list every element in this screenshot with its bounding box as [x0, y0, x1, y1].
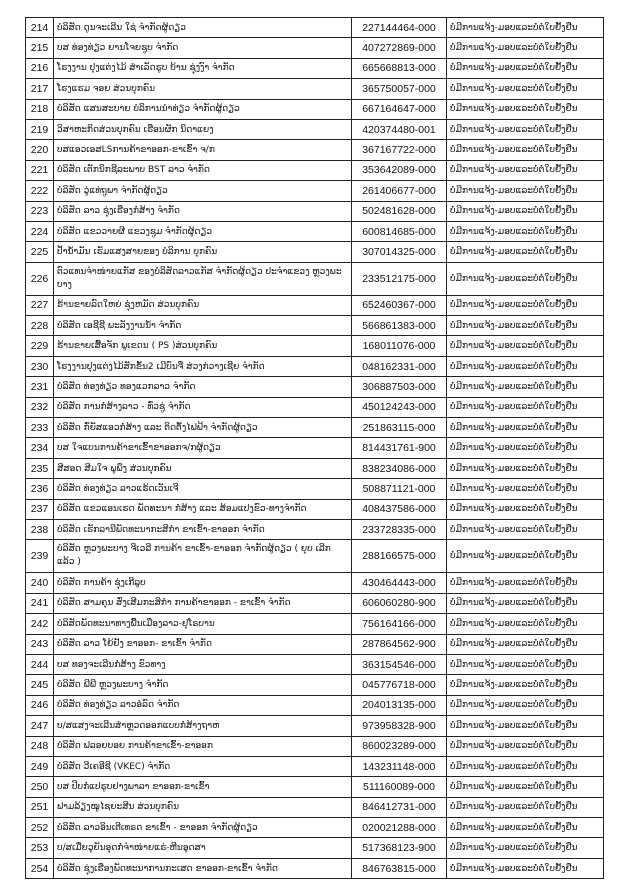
registration-status: ບໍ່ມີການແຈ້ງ-ມອບແລະບໍ່ຕໍ່ໃບຢັ້ງຢືນ — [447, 438, 604, 458]
table-row — [26, 181, 604, 201]
table-row — [26, 675, 604, 695]
company-name: ປໍ້ານໍ້າມັນ ເຮັມແສງສາຍຂອງ ບໍລິການ ບຸກຄົນ — [54, 242, 352, 262]
table-row — [26, 397, 604, 417]
tax-id: 251863115-000 — [352, 418, 447, 438]
company-name: ບໍລິສັດ ການກໍ່ສ້າງລາວ - ທົ່ວຊູ່ ຈຳກັດ — [54, 397, 352, 417]
registration-status: ບໍ່ມີການແຈ້ງ-ມອບແລະບໍ່ຕໍ່ໃບຢັ້ງຢືນ — [447, 614, 604, 634]
registration-status: ບໍ່ມີການແຈ້ງ-ມອບແລະບໍ່ຕໍ່ໃບຢັ້ງຢືນ — [447, 573, 604, 593]
tax-id: 408437586-000 — [352, 499, 447, 519]
tax-id: 045776718-000 — [352, 675, 447, 695]
row-number: 243 — [26, 634, 54, 654]
tax-id: 287864562-900 — [352, 634, 447, 654]
table-row — [26, 756, 604, 776]
tax-id: 517368123-900 — [352, 838, 447, 858]
row-number: 254 — [26, 858, 54, 878]
table-row — [26, 716, 604, 736]
row-number: 251 — [26, 797, 54, 817]
row-number: 235 — [26, 458, 54, 478]
registration-status: ບໍ່ມີການແຈ້ງ-ມອບແລະບໍ່ຕໍ່ໃບຢັ້ງຢືນ — [447, 160, 604, 180]
row-number: 244 — [26, 654, 54, 674]
company-name: ບໍລິສັດ ທ່ອງທ່ຽວ ລາວອໍລົດ ຈຳກັດ — [54, 695, 352, 715]
table-row — [26, 438, 604, 458]
company-name: ບ/ສແສງຈະເລີນສຳຫຼວດອອກແບບກໍ່ສ້າງຖາຫ — [54, 716, 352, 736]
registration-status: ບໍ່ມີການແຈ້ງ-ມອບແລະບໍ່ຕໍ່ໃບຢັ້ງຢືນ — [447, 316, 604, 336]
row-number: 238 — [26, 519, 54, 539]
row-number: 229 — [26, 336, 54, 356]
row-number: 250 — [26, 777, 54, 797]
registration-status: ບໍ່ມີການແຈ້ງ-ມອບແລະບໍ່ຕໍ່ໃບຢັ້ງຢືນ — [447, 99, 604, 119]
tax-id: 665668813-000 — [352, 58, 447, 78]
company-name: ບໍລິສັດ ລາວ ຊຸ່ງເຮືອງກໍ່ສ້າງ ຈຳກັດ — [54, 201, 352, 221]
tax-id: 168011076-000 — [352, 336, 447, 356]
table-row — [26, 838, 604, 858]
registration-status: ບໍ່ມີການແຈ້ງ-ມອບແລະບໍ່ຕໍ່ໃບຢັ້ງຢືນ — [447, 38, 604, 58]
registration-status: ບໍ່ມີການແຈ້ງ-ມອບແລະບໍ່ຕໍ່ໃບຢັ້ງຢືນ — [447, 58, 604, 78]
row-number: 214 — [26, 18, 54, 38]
company-name: ບໍລິສັດ ເຕັກນິກຊີລະພາບ BST ລາວ ຈຳກັດ — [54, 160, 352, 180]
tax-id: 143231148-000 — [352, 756, 447, 776]
row-number: 242 — [26, 614, 54, 634]
tax-id: 450124243-000 — [352, 397, 447, 417]
row-number: 215 — [26, 38, 54, 58]
registration-status: ບໍ່ມີການແຈ້ງ-ມອບແລະບໍ່ຕໍ່ໃບຢັ້ງຢືນ — [447, 736, 604, 756]
tax-id: 233728335-000 — [352, 519, 447, 539]
tax-id: 204013135-000 — [352, 695, 447, 715]
company-name: ບໍລິສັດ ກົ່ຍັສແອວກໍ່ສ້າງ ແລະ ຕິດຕັ້ງໄຟຟ້າ ຈຳກັດຜູ້ດຽວ — [54, 418, 352, 438]
registration-status: ບໍ່ມີການແຈ້ງ-ມອບແລະບໍ່ຕໍ່ໃບຢັ້ງຢືນ — [447, 499, 604, 519]
company-name: ໂຮງແຮມ ຈອຍ ສ່ວນບຸກຄົນ — [54, 79, 352, 99]
row-number: 252 — [26, 818, 54, 838]
tax-id: 365750057-000 — [352, 79, 447, 99]
company-name: ຕົວແທນຈຳໜ່າຍແກັສ ຂອງບໍລິສັດລາວແກັສ ຈຳກັດຜູ້ດຽວ ປະຈຳແຂວງ ຫຼວງພະບາງ — [54, 262, 352, 295]
table-row — [26, 316, 604, 336]
company-name: ສີສອດ ສີມໃຈ ພູພຶງ ສ່ວນບຸກຄົນ — [54, 458, 352, 478]
table-row — [26, 242, 604, 262]
registration-status: ບໍ່ມີການແຈ້ງ-ມອບແລະບໍ່ຕໍ່ໃບຢັ້ງຢືນ — [447, 654, 604, 674]
table-row — [26, 201, 604, 221]
row-number: 224 — [26, 221, 54, 241]
table-row — [26, 818, 604, 838]
table-row — [26, 736, 604, 756]
row-number: 249 — [26, 756, 54, 776]
registration-status: ບໍ່ມີການແຈ້ງ-ມອບແລະບໍ່ຕໍ່ໃບຢັ້ງຢືນ — [447, 858, 604, 878]
tax-id: 367167722-000 — [352, 140, 447, 160]
table-row — [26, 654, 604, 674]
row-number: 237 — [26, 499, 54, 519]
row-number: 216 — [26, 58, 54, 78]
table-row — [26, 695, 604, 715]
company-name: ບໍລິສັດ ເຮັກລານີພັດທະນາກະສິກຳ ຂາເຂົ້າ-ຂາອອກ ຈຳກັດ — [54, 519, 352, 539]
registration-status: ບໍ່ມີການແຈ້ງ-ມອບແລະບໍ່ຕໍ່ໃບຢັ້ງຢືນ — [447, 818, 604, 838]
table-row — [26, 540, 604, 573]
registration-status: ບໍ່ມີການແຈ້ງ-ມອບແລະບໍ່ຕໍ່ໃບຢັ້ງຢືນ — [447, 777, 604, 797]
row-number: 234 — [26, 438, 54, 458]
table-row — [26, 614, 604, 634]
registration-status: ບໍ່ມີການແຈ້ງ-ມອບແລະບໍ່ຕໍ່ໃບຢັ້ງຢືນ — [447, 756, 604, 776]
row-number: 228 — [26, 316, 54, 336]
company-name: ບໍລິສັດ ດູນຈະເລີນ ໃຊ່ ຈຳກັດຜູ້ດຽວ — [54, 18, 352, 38]
row-number: 232 — [26, 397, 54, 417]
table-row — [26, 777, 604, 797]
registration-status: ບໍ່ມີການແຈ້ງ-ມອບແລະບໍ່ຕໍ່ໃບຢັ້ງຢືນ — [447, 519, 604, 539]
tax-id: 511160089-000 — [352, 777, 447, 797]
row-number: 246 — [26, 695, 54, 715]
tax-id: 566861383-000 — [352, 316, 447, 336]
table-row — [26, 593, 604, 613]
table-row — [26, 160, 604, 180]
company-name: ບໍລິສັດ ແສນສະບາຍ ບໍລິການນຳທ່ຽວ ຈຳກັດຜູ້ດຽວ — [54, 99, 352, 119]
tax-id: 508871121-000 — [352, 479, 447, 499]
row-number: 226 — [26, 262, 54, 295]
row-number: 230 — [26, 356, 54, 376]
registration-status: ບໍ່ມີການແຈ້ງ-ມອບແລະບໍ່ຕໍ່ໃບຢັ້ງຢືນ — [447, 140, 604, 160]
row-number: 245 — [26, 675, 54, 695]
company-name: ບໍລິສັດ ສາມຄຸນ ສົ່ງເສີມກະສິກຳ ການຄ້າຂາອອກ - ຂາເຂົ້າ ຈຳກັດ — [54, 593, 352, 613]
company-name: ບໍລິສັດ ເອຊີຊີ ພະລັງງານນໍ້າ ຈຳກັດ — [54, 316, 352, 336]
row-number: 220 — [26, 140, 54, 160]
table-row — [26, 519, 604, 539]
row-number: 239 — [26, 540, 54, 573]
tax-id: 227144464-000 — [352, 18, 447, 38]
company-name: ບໍລິສັດ ຊຸ່ງເຮືອງພັດທະນາການກະເສດ ຂາອອກ-ຂາເຂົ້າ ຈຳກັດ — [54, 858, 352, 878]
tax-id: 667164647-000 — [352, 99, 447, 119]
row-number: 236 — [26, 479, 54, 499]
registration-status: ບໍ່ມີການແຈ້ງ-ມອບແລະບໍ່ຕໍ່ໃບຢັ້ງຢືນ — [447, 295, 604, 315]
company-name: ບໍລິສັດ ວູ່ແທ່ຖູພາ ຈຳກັດຜູ້ດຽວ — [54, 181, 352, 201]
company-name: ບໍລິສັດ ພີພີ ຫຼວງພະບາງ ຈຳກັດ — [54, 675, 352, 695]
tax-id: 430464443-000 — [352, 573, 447, 593]
table-row — [26, 797, 604, 817]
table-row — [26, 499, 604, 519]
company-name: ບສ ທອງຈະເລີນກໍ່ສ້າງ ຂົວທາງ — [54, 654, 352, 674]
company-name: ບໍລິສັດ ແຂວວາຍຜີ ແຂວງຊູມ ຈຳກັດຜູ້ດຽວ — [54, 221, 352, 241]
company-name: ຮ້ານຂາຍລົດໃຫຍ່ ຊຸ່ງຫມັດ ສ່ວນບຸກຄົນ — [54, 295, 352, 315]
row-number: 253 — [26, 838, 54, 858]
tax-id: 048162331-000 — [352, 356, 447, 376]
table-row — [26, 18, 604, 38]
table-row — [26, 58, 604, 78]
row-number: 225 — [26, 242, 54, 262]
table-row — [26, 573, 604, 593]
registration-status: ບໍ່ມີການແຈ້ງ-ມອບແລະບໍ່ຕໍ່ໃບຢັ້ງຢືນ — [447, 479, 604, 499]
row-number: 221 — [26, 160, 54, 180]
tax-id: 420374480-001 — [352, 119, 447, 139]
company-name: ບໍລິສັດ ການຄ້າ ຊຸ່ງເກີລູບ — [54, 573, 352, 593]
tax-id: 020021288-000 — [352, 818, 447, 838]
table-row — [26, 336, 604, 356]
tax-id: 353642089-000 — [352, 160, 447, 180]
table-row — [26, 295, 604, 315]
registration-status: ບໍ່ມີການແຈ້ງ-ມອບແລະບໍ່ຕໍ່ໃບຢັ້ງຢືນ — [447, 181, 604, 201]
tax-id: 306887503-000 — [352, 377, 447, 397]
registration-status: ບໍ່ມີການແຈ້ງ-ມອບແລະບໍ່ຕໍ່ໃບຢັ້ງຢືນ — [447, 18, 604, 38]
company-name: ໂຮງງານປຸງແຕ່ງໄມ້ສັກຂັ້ນ2 ເມີບົນຈື ສ່ວງກ່ວາງເຊີຍ ຈຳກັດ — [54, 356, 352, 376]
registration-status: ບໍ່ມີການແຈ້ງ-ມອບແລະບໍ່ຕໍ່ໃບຢັ້ງຢືນ — [447, 540, 604, 573]
registration-status: ບໍ່ມີການແຈ້ງ-ມອບແລະບໍ່ຕໍ່ໃບຢັ້ງຢືນ — [447, 262, 604, 295]
tax-id: 860023289-000 — [352, 736, 447, 756]
company-name: ບສແອວເອສLSການຄ້າຂາອອກ-ຂາເຂົ້າ ຈ/ກ — [54, 140, 352, 160]
registration-status: ບໍ່ມີການແຈ້ງ-ມອບແລະບໍ່ຕໍ່ໃບຢັ້ງຢືນ — [447, 838, 604, 858]
registration-status: ບໍ່ມີການແຈ້ງ-ມອບແລະບໍ່ຕໍ່ໃບຢັ້ງຢືນ — [447, 418, 604, 438]
row-number: 241 — [26, 593, 54, 613]
tax-id: 652460367-000 — [352, 295, 447, 315]
table-row — [26, 221, 604, 241]
registration-status: ບໍ່ມີການແຈ້ງ-ມອບແລະບໍ່ຕໍ່ໃບຢັ້ງຢືນ — [447, 695, 604, 715]
company-name: ຟາມລ້ຽງໝູໄຊຍະສີນ ສ່ວນບຸກຄົນ — [54, 797, 352, 817]
table-row — [26, 140, 604, 160]
tax-id: 838234086-000 — [352, 458, 447, 478]
table-row — [26, 858, 604, 878]
registration-status: ບໍ່ມີການແຈ້ງ-ມອບແລະບໍ່ຕໍ່ໃບຢັ້ງຢືນ — [447, 397, 604, 417]
table-row — [26, 38, 604, 58]
tax-id: 846763815-000 — [352, 858, 447, 878]
tax-id: 407272869-000 — [352, 38, 447, 58]
table-row — [26, 79, 604, 99]
company-name: ບສ ໃຈແບນການຄ້າຂາເຂົ້າຂາອອກຈ/ກຜູ້ດຽວ — [54, 438, 352, 458]
company-name: ບສ ປິບກໍ່ແປຮູບຢາງພາລາ ຂາອອກ-ຂາເຂົ້າ — [54, 777, 352, 797]
row-number: 247 — [26, 716, 54, 736]
row-number: 233 — [26, 418, 54, 438]
registration-status: ບໍ່ມີການແຈ້ງ-ມອບແລະບໍ່ຕໍ່ໃບຢັ້ງຢືນ — [447, 593, 604, 613]
registration-status: ບໍ່ມີການແຈ້ງ-ມອບແລະບໍ່ຕໍ່ໃບຢັ້ງຢືນ — [447, 377, 604, 397]
row-number: 223 — [26, 201, 54, 221]
tax-id: 502481628-000 — [352, 201, 447, 221]
row-number: 240 — [26, 573, 54, 593]
tax-id: 363154546-000 — [352, 654, 447, 674]
tax-id: 606060280-900 — [352, 593, 447, 613]
table-row — [26, 458, 604, 478]
tax-id: 973958328-900 — [352, 716, 447, 736]
tax-id: 600814685-000 — [352, 221, 447, 241]
row-number: 219 — [26, 119, 54, 139]
tax-id: 814431761-900 — [352, 438, 447, 458]
company-name: ບສ ທ່ອງທ່ຽວ ຍານໂຈຍຊູບ ຈຳກັດ — [54, 38, 352, 58]
registration-status: ບໍ່ມີການແຈ້ງ-ມອບແລະບໍ່ຕໍ່ໃບຢັ້ງຢືນ — [447, 797, 604, 817]
row-number: 218 — [26, 99, 54, 119]
registration-status: ບໍ່ມີການແຈ້ງ-ມອບແລະບໍ່ຕໍ່ໃບຢັ້ງຢືນ — [447, 675, 604, 695]
row-number: 231 — [26, 377, 54, 397]
row-number: 217 — [26, 79, 54, 99]
table-row — [26, 479, 604, 499]
company-name: ບໍລິສັດ ທ່ອງທ່ຽວ ທອງແວກລາວ ຈຳກັດ — [54, 377, 352, 397]
table-row — [26, 418, 604, 438]
company-name: ໂຮງງານ ປຸງແຕ່ງໄມ້ ສຳເລັດຮູບ ບ້ານ ຊຸ່ງງົາ ຈຳກັດ — [54, 58, 352, 78]
tax-id: 307014325-000 — [352, 242, 447, 262]
tax-id: 261406677-000 — [352, 181, 447, 201]
registration-status: ບໍ່ມີການແຈ້ງ-ມອບແລະບໍ່ຕໍ່ໃບຢັ້ງຢືນ — [447, 356, 604, 376]
company-name: ບ/ສເມື່ຍວູຍັນອຸດກໍ່ຈຳໜ່າຍແຮ່-ຫີນອູດສາ — [54, 838, 352, 858]
tax-id: 756164166-000 — [352, 614, 447, 634]
company-name: ບໍລິສັດ ແຂວແອນເຮດ ພັດທະນາ ກໍ່ສ້າງ ແລະ ສ້ອມແປງຂົວ-ທາງຈຳກັດ — [54, 499, 352, 519]
tax-id: 288166575-000 — [352, 540, 447, 573]
table-row — [26, 99, 604, 119]
company-name: ບໍລິສັດ ລາວ ໂຍ້ຢັງ ຂາອອກ- ຂາເຂົ້າ ຈຳກັດ — [54, 634, 352, 654]
table-row — [26, 262, 604, 295]
registration-status: ບໍ່ມີການແຈ້ງ-ມອບແລະບໍ່ຕໍ່ໃບຢັ້ງຢືນ — [447, 458, 604, 478]
company-name: ຮ້ານຂາຍເສື້ອຈັກ ພູເຂດນ ( PS )ສ່ວນບຸກຄົນ — [54, 336, 352, 356]
company-list-table — [25, 17, 604, 879]
registration-status: ບໍ່ມີການແຈ້ງ-ມອບແລະບໍ່ຕໍ່ໃບຢັ້ງຢືນ — [447, 242, 604, 262]
company-name: ບໍລິສັດ ລາວອິນເຕີເທຣດ ຂາເຂົ້າ - ຂາອອກ ຈຳກັດຜູ້ດຽວ — [54, 818, 352, 838]
table-row — [26, 119, 604, 139]
table-row — [26, 356, 604, 376]
registration-status: ບໍ່ມີການແຈ້ງ-ມອບແລະບໍ່ຕໍ່ໃບຢັ້ງຢືນ — [447, 716, 604, 736]
table-row — [26, 377, 604, 397]
row-number: 248 — [26, 736, 54, 756]
registration-status: ບໍ່ມີການແຈ້ງ-ມອບແລະບໍ່ຕໍ່ໃບຢັ້ງຢືນ — [447, 634, 604, 654]
registration-status: ບໍ່ມີການແຈ້ງ-ມອບແລະບໍ່ຕໍ່ໃບຢັ້ງຢືນ — [447, 79, 604, 99]
row-number: 227 — [26, 295, 54, 315]
company-name: ບໍລິສັດພັດທະນາທາງພື້ນເມືອງລາວ-ຢຸໂຣບານ — [54, 614, 352, 634]
company-name: ບໍລິສັດ ຟລອຍບອຍ ການຄ້າຂາເຂົ້າ-ຂາອອກ — [54, 736, 352, 756]
registration-status: ບໍ່ມີການແຈ້ງ-ມອບແລະບໍ່ຕໍ່ໃບຢັ້ງຢືນ — [447, 336, 604, 356]
registration-status: ບໍ່ມີການແຈ້ງ-ມອບແລະບໍ່ຕໍ່ໃບຢັ້ງຢືນ — [447, 119, 604, 139]
company-name: ບໍລິສັດ ຫຼວງພະບາງ ຈີເວລີ ການຄ້າ ຂາເຂົ້າ-ຂາອອກ ຈຳກັດຜູ້ດຽວ ( ຍຸບ ເລີກແລ້ວ ) — [54, 540, 352, 573]
company-name: ບໍລິສັດ ທ່ອງທ່ຽວ ລາວແຮ້ດເວັນເຈີ — [54, 479, 352, 499]
row-number: 222 — [26, 181, 54, 201]
registration-status: ບໍ່ມີການແຈ້ງ-ມອບແລະບໍ່ຕໍ່ໃບຢັ້ງຢືນ — [447, 201, 604, 221]
tax-id: 846412731-000 — [352, 797, 447, 817]
table-body — [26, 18, 604, 879]
company-name: ບໍລິສັດ ວີເຄອີຊີ (VKEC) ຈຳກັດ — [54, 756, 352, 776]
registration-status: ບໍ່ມີການແຈ້ງ-ມອບແລະບໍ່ຕໍ່ໃບຢັ້ງຢືນ — [447, 221, 604, 241]
table-row — [26, 634, 604, 654]
company-name: ວິສາຫະກິດສ່ວນບຸກຄົນ ເຮືອນຜັກ ນິດາແຍງ — [54, 119, 352, 139]
tax-id: 233512175-000 — [352, 262, 447, 295]
